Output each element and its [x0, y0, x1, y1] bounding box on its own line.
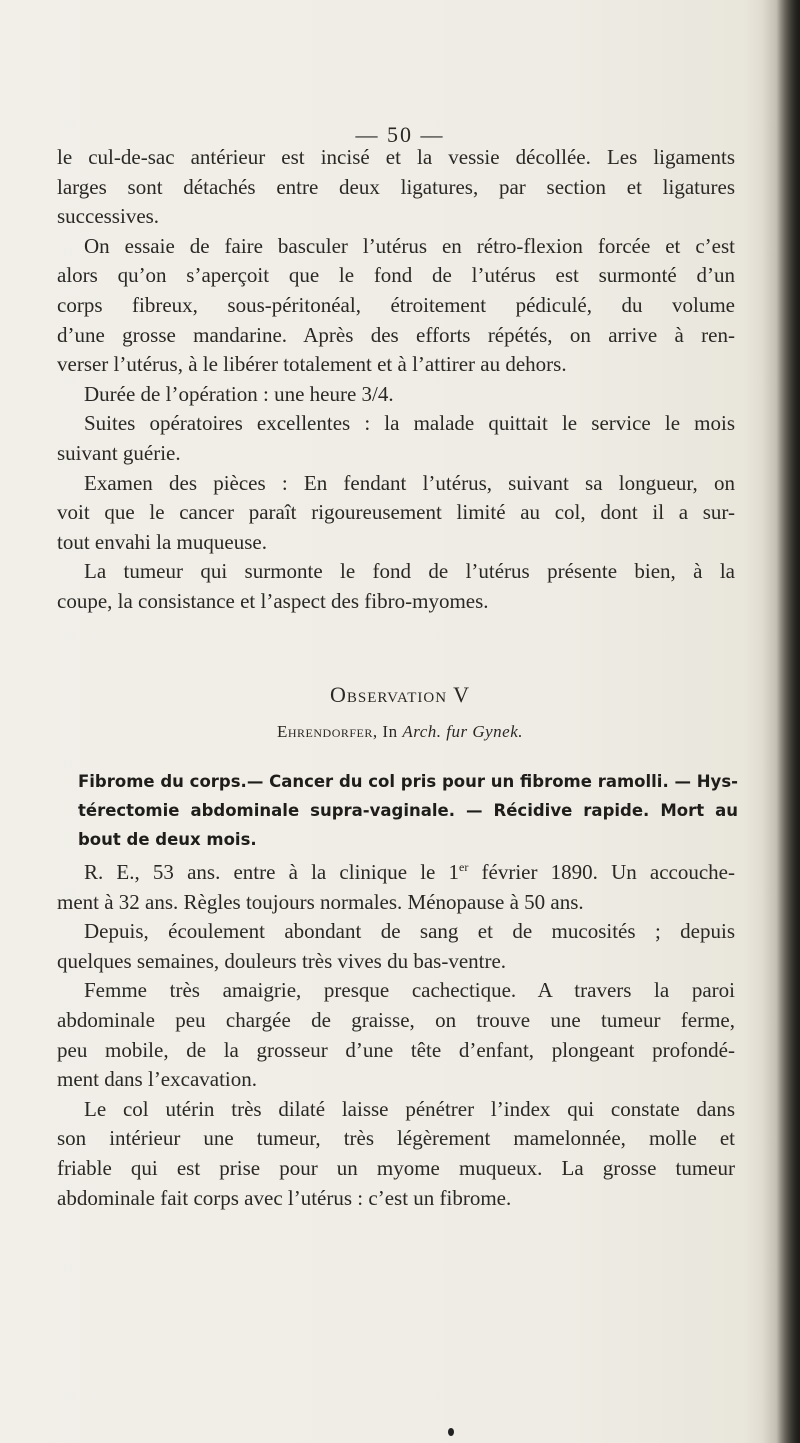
- case-intro: R. E., 53 ans. entre à la clinique le 1: [84, 860, 460, 884]
- text-line: abdominale peu chargée de graisse, on trouve une tumeur ferme,: [57, 1007, 735, 1032]
- text-line: coupe, la consistance et l’aspect des fibro-myomes.: [57, 588, 489, 613]
- text-line: d’une grosse mandarine. Après des efforts répétés, on arrive à ren-: [57, 322, 735, 347]
- observation-heading: Observation V: [329, 682, 471, 707]
- text-line: Suites opératoires excellentes : la malade quittait le service le mois: [84, 411, 735, 436]
- case-intro-end: février 1890. Un accouche-: [468, 860, 735, 884]
- text-line: La tumeur qui surmonte le fond de l’utérus présente bien, à la: [84, 559, 735, 584]
- text-line: tout envahi la muqueuse.: [57, 529, 267, 554]
- paragraph: [57, 917, 735, 976]
- source-journal: Arch. fur Gynek.: [402, 722, 523, 741]
- text-line: Examen des pièces : En fendant l’utérus, suivant sa longueur, on: [84, 470, 735, 495]
- text-line: ment dans l’excavation.: [57, 1067, 258, 1092]
- summary-line: Fibrome du corps.— Cancer du col pris pour un fibrome ramolli. — Hys-: [78, 772, 738, 791]
- text-line: suivant guérie.: [57, 440, 181, 465]
- paragraph: [57, 1095, 735, 1213]
- paragraph: [57, 557, 735, 616]
- paragraph: [57, 380, 735, 410]
- text-line: verser l’utérus, à le libérer totalement et à l’attirer au dehors.: [57, 352, 567, 377]
- text-line: le cul-de-sac antérieur est incisé et la vessie décollée. Les ligaments: [57, 145, 735, 169]
- paragraph: [57, 858, 735, 917]
- text-line: abdominale fait corps avec l’utérus : c’est un fibrome.: [57, 1185, 512, 1210]
- ink-speck: [448, 1428, 454, 1436]
- text-line: Femme très amaigrie, presque cachectique. A travers la paroi: [84, 978, 735, 1003]
- text-line: quelques semaines, douleurs très vives du bas-ventre.: [57, 948, 507, 973]
- text-line: [57, 232, 735, 262]
- superscript: er: [459, 860, 469, 874]
- paragraph: [57, 469, 735, 558]
- observation-summary: [78, 767, 738, 854]
- text-line: ment à 32 ans. Règles toujours normales. Ménopause à 50 ans.: [57, 889, 584, 914]
- text-line: son intérieur une tumeur, très légèrement mamelonnée, molle et: [57, 1126, 735, 1151]
- text-line: Le col utérin très dilaté laisse pénétrer l’index qui constate dans: [84, 1096, 735, 1121]
- text-line: corps fibreux, sous-péritonéal, étroitement pédiculé, du volume: [57, 292, 735, 317]
- text-line-content: On essaie de faire basculer l’utérus en rétro-flexion forcée et c’est: [84, 233, 735, 258]
- paragraph: [57, 976, 735, 1094]
- source-in: , In: [372, 722, 403, 741]
- summary-line: térectomie abdominale supra-vaginale. — Récidive rapide. Mort au: [78, 801, 738, 820]
- text-line: alors qu’on s’aperçoit que le fond de l’utérus est surmonté d’un: [57, 263, 735, 288]
- text-line: peu mobile, de la grosseur d’une tête d’enfant, plongeant profondé-: [57, 1037, 735, 1062]
- paragraph: [57, 232, 735, 380]
- page-number: — 50 —: [355, 122, 445, 147]
- text-line: Depuis, écoulement abondant de sang et de mucosités ; depuis: [84, 919, 735, 944]
- text-line: [57, 858, 735, 888]
- text-line: friable qui est prise pour un myome muqueux. La grosse tumeur: [57, 1155, 735, 1180]
- paragraph: [57, 409, 735, 468]
- paragraph: [57, 143, 735, 232]
- text-line: larges sont détachés entre deux ligatures, par section et ligatures: [57, 174, 735, 199]
- text-line: voit que le cancer paraît rigoureusement limité au col, dont il a sur-: [57, 500, 735, 525]
- observation-source: [0, 722, 800, 742]
- summary-line: bout de deux mois.: [78, 830, 257, 849]
- body-text-top: [57, 143, 735, 617]
- text-line: Durée de l’opération : une heure 3/4.: [84, 381, 394, 406]
- body-text-bottom: [57, 858, 735, 1213]
- text-line: successives.: [57, 204, 160, 229]
- source-author: Ehrendorfer: [277, 722, 373, 741]
